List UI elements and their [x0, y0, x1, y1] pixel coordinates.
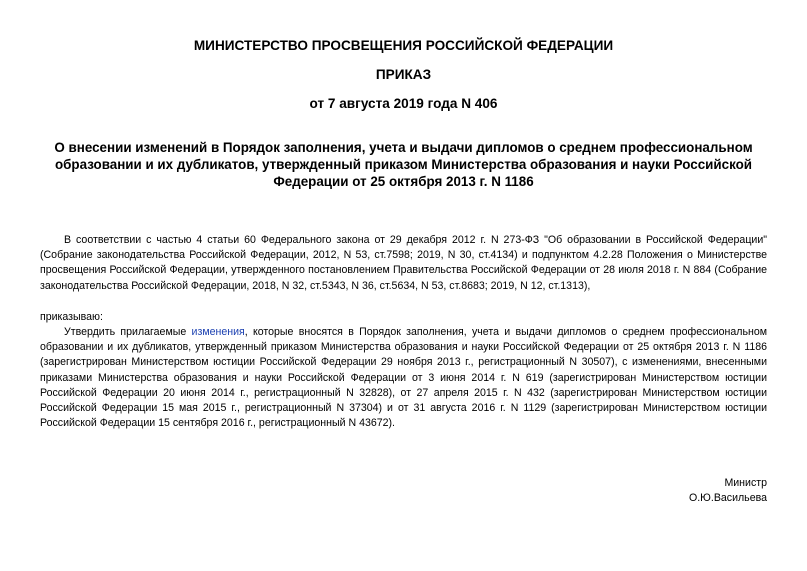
date-number-heading: от 7 августа 2019 года N 406 [309, 96, 498, 111]
approve-paragraph [40, 325, 767, 431]
ministry-heading: МИНИСТЕРСТВО ПРОСВЕЩЕНИЯ РОССИЙСКОЙ ФЕДЕРАЦИИ [193, 38, 614, 53]
orders-word: приказываю: [40, 311, 103, 323]
signature-name: О.Ю.Васильева [689, 492, 767, 504]
subject-heading: О внесении изменений в Порядок заполнения, учета и выдачи дипломов о среднем профессиональном образовании и их дубликатов, утвержденный приказом Министерства образования и науки Российской Федерации от 25 октября 2013 г. N 1186 [54, 140, 753, 189]
approve-rest: , которые вносятся в Порядок заполнения, учета и выдачи дипломов о среднем профессиональном образовании и их дубликатов, утвержденный приказом Министерства образования и науки Российской Федерации от 25 октября 2013 г. N 1186 (зарегистрирован Министерством юстиции Российской Федерации 29 ноября 2013 г., регистрационный N 30507), с изменениями, внесенными приказами Министерства образования и науки Российской Федерации от 3 июня 2014 г. N 619 (зарегистрирован Министерством юстиции Российской Федерации 20 июня 2014 г., регистрационный N 32828), от 27 апреля 2015 г. N 432 (зарегистрирован Министерством юстиции Российской Федерации 15 мая 2015 г., регистрационный N 37304) и от 31 августа 2016 г. N 1129 (зарегистрирован Министерством юстиции Российской Федерации 15 сентября 2016 г., регистрационный N 43672). [40, 326, 768, 430]
basis-paragraph: В соответствии с частью 4 статьи 60 Федерального закона от 29 декабря 2012 г. N 273-ФЗ "Об образовании в Российской Федерации" (Собрание законодательства Российской Федерации, 2012, N 53, ст.7598; 2019, N 30, ст.4134) и подпунктом 4.2.28 Положения о Министерстве просвещения Российской Федерации, утвержденного постановлением Правительства Российской Федерации от 28 июля 2018 г. N 884 (Собрание законодательства Российской Федерации, 2018, N 32, ст.5343, N 36, ст.5634, N 53, ст.8683; 2019, N 12, ст.1313), [40, 234, 767, 292]
approve-prefix: Утвердить прилагаемые [64, 326, 192, 338]
document-type-heading: ПРИКАЗ [375, 67, 432, 82]
changes-link[interactable]: изменения [191, 326, 245, 338]
signature-title: Министр [724, 477, 767, 489]
